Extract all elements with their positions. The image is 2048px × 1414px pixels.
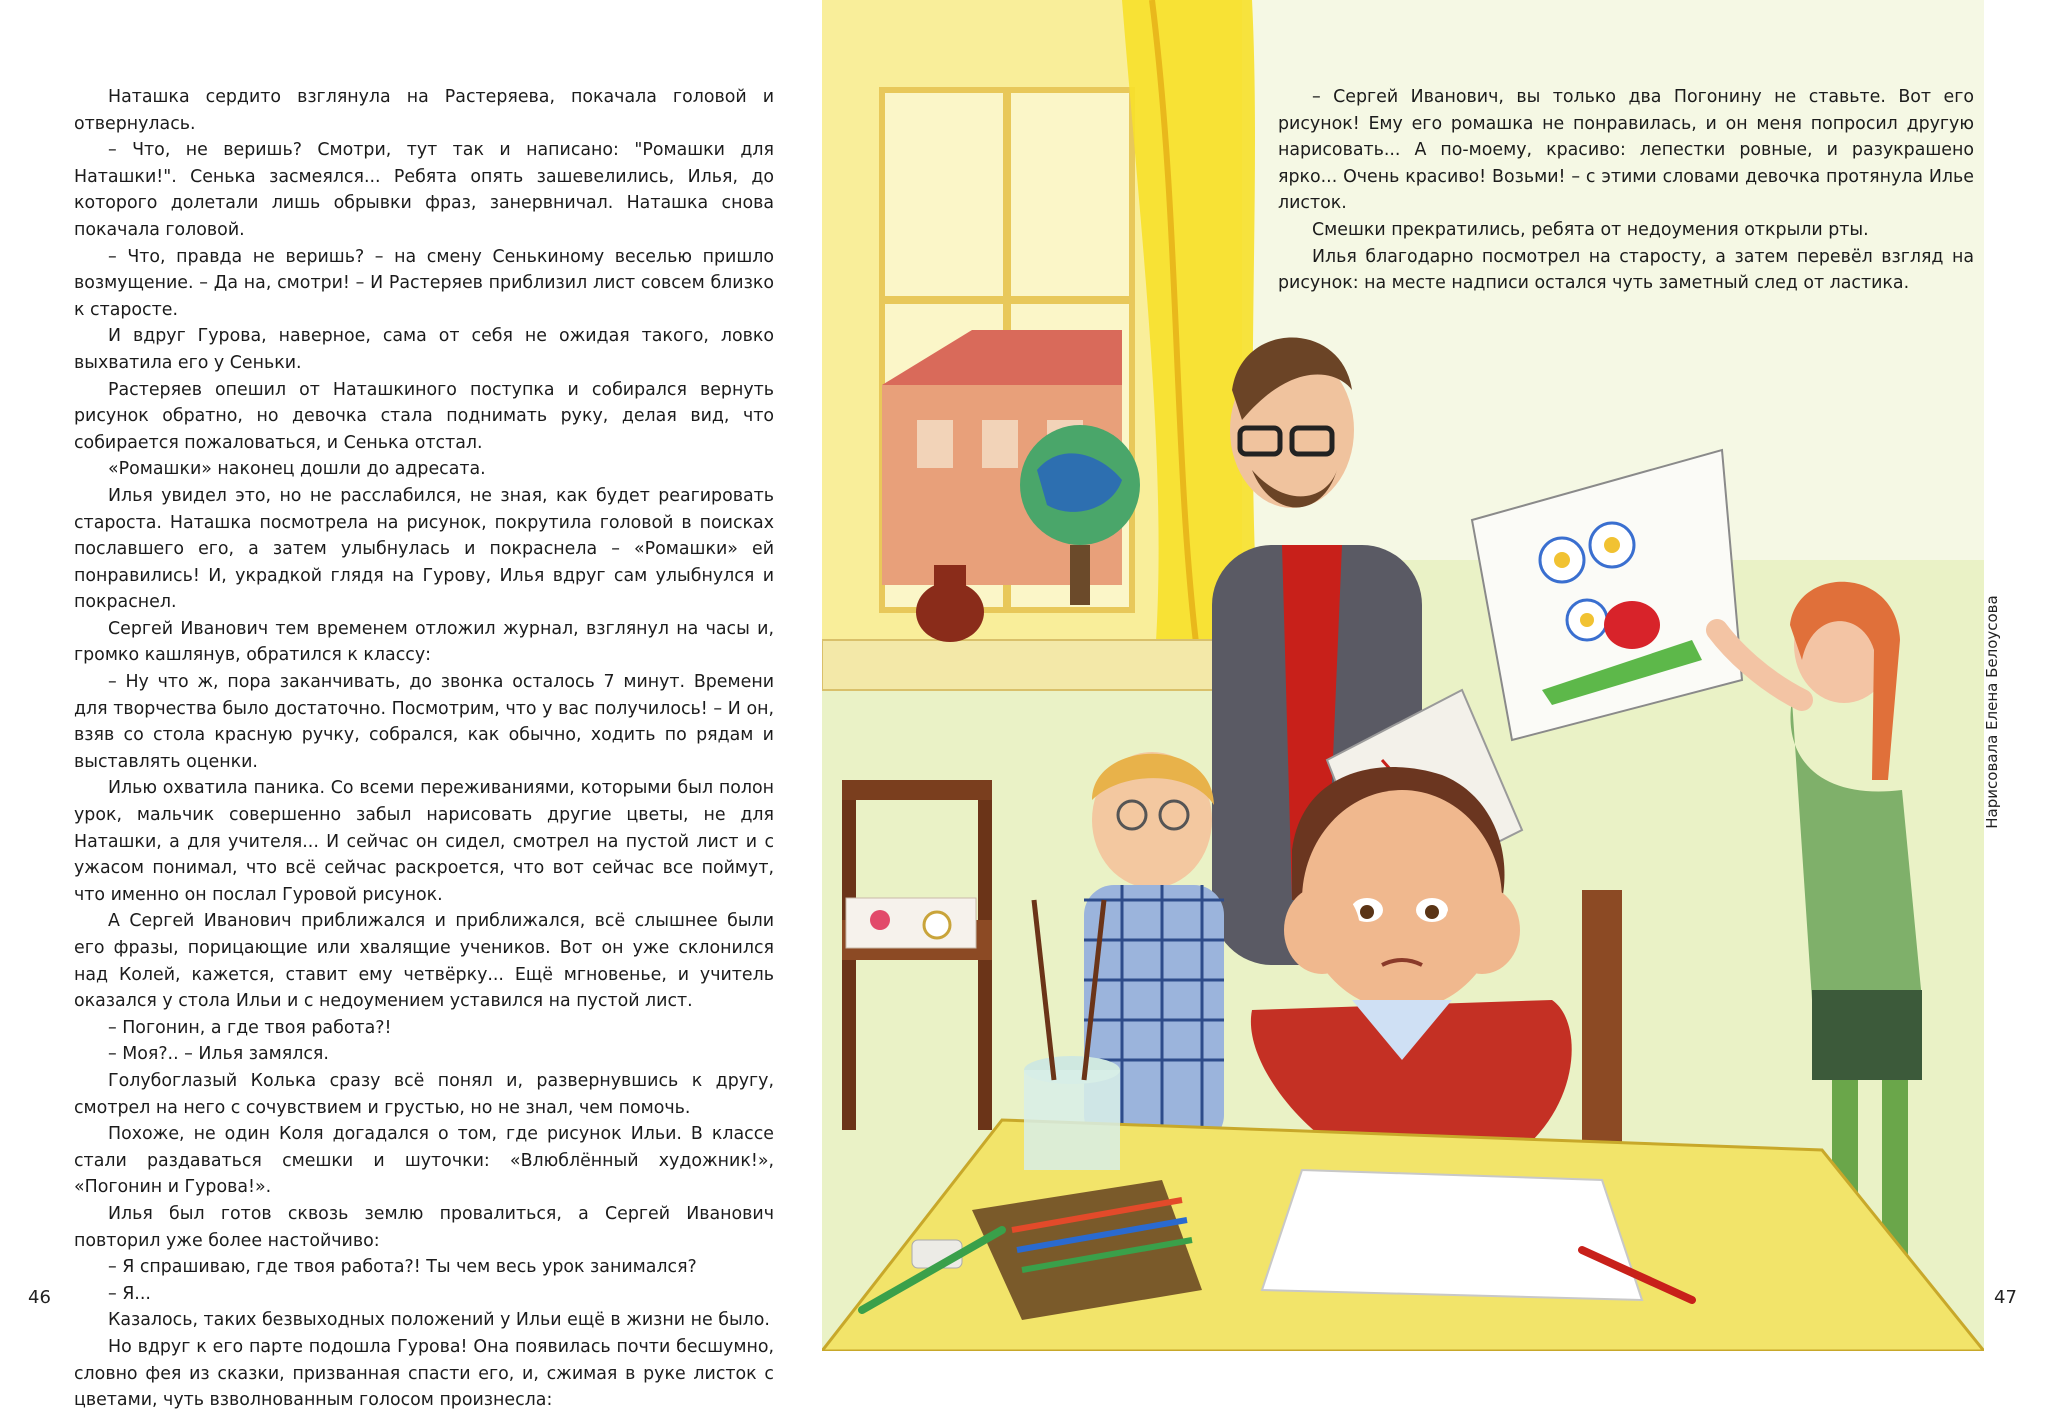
- page-number-left: 46: [28, 1287, 51, 1308]
- paragraph: – Что, правда не веришь? – на смену Сенькиному веселью пришло возмущение. – Да на, смотри! – И Растеряев приблизил лист совсем близко к старосте.: [74, 246, 774, 320]
- illustrator-credit: Нарисовала Елена Белоусова: [1983, 595, 2001, 829]
- paragraph: – Ну что ж, пора заканчивать, до звонка осталось 7 минут. Времени для творчества было достаточно. Посмотрим, что у вас получилось! – И он, взяв со стола красную ручку, собрался, как обычно, ходить по рядам и выставлять оценки.: [74, 672, 774, 772]
- paragraph: «Ромашки» наконец дошли до адресата.: [108, 459, 486, 480]
- paragraph: Растеряев опешил от Наташкиного поступка и собирался вернуть рисунок обратно, но девочка стала поднимать руку, делая вид, что собирается пожаловаться, и Сенька отстал.: [74, 379, 774, 453]
- paragraph: – Погонин, а где твоя работа?!: [108, 1017, 392, 1038]
- paragraph: Илья увидел это, но не расслабился, не зная, как будет реагировать староста. Наташка посмотрела на рисунок, покрутила головой в поисках пославшего его, а затем улыбнулась и покраснела – «Ромашки» ей понравились! И, украдкой глядя на Гурову, Илья вдруг сам улыбнулся и покраснел.: [74, 485, 774, 613]
- paragraph: Похоже, не один Коля догадался о том, где рисунок Ильи. В классе стали раздаваться смешки и шуточки: «Влюблённый художник!», «Погонин и Гурова!».: [74, 1124, 774, 1198]
- paragraph: Наташка сердито взглянула на Растеряева, покачала головой и отвернулась.: [74, 87, 774, 134]
- paragraph: А Сергей Иванович приближался и приближался, всё слышнее были его фразы, порицающие или хвалящие учеников. Вот он уже склонился над Колей, кажется, ставит ему четвёрку... Ещё мгновенье, и учитель оказался у стола Ильи и с недоумением уставился на пустой лист.: [74, 911, 774, 1012]
- left-page-text: [74, 84, 774, 1414]
- paragraph: – Моя?.. – Илья замялся.: [108, 1044, 329, 1065]
- paragraph: – Я...: [108, 1283, 151, 1304]
- paragraph: Казалось, таких безвыходных положений у Ильи ещё в жизни не было.: [108, 1310, 770, 1331]
- paragraph: Смешки прекратились, ребята от недоумения открыли рты.: [1312, 219, 1869, 240]
- paragraph: Илья благодарно посмотрел на старосту, а затем перевёл взгляд на рисунок: на месте надписи остался чуть заметный след от ластика.: [1278, 246, 1974, 294]
- paragraph: – Сергей Иванович, вы только два Погонину не ставьте. Вот его рисунок! Ему его ромашка не понравилась, и он меня попросил другую нарисовать... А по-моему, красиво: лепестки ровные, и разукрашено ярко... Очень красиво! Возьми! – с этими словами девочка протянула Илье листок.: [1278, 87, 1974, 214]
- page-number-right: 47: [1994, 1287, 2017, 1308]
- paragraph: – Что, не веришь? Смотри, тут так и написано: "Ромашки для Наташки!". Сенька засмеялся... Ребята опять зашевелились, Илья, до которого долетали лишь обрывки фраз, занервничал. Наташка снова покачала головой.: [74, 140, 774, 240]
- paragraph: Илья был готов сквозь землю провалиться, а Сергей Иванович повторил уже более настойчиво:: [74, 1203, 774, 1251]
- paragraph: Илью охватила паника. Со всеми переживаниями, которыми был полон урок, мальчик совершенно забыл нарисовать другие цветы, не для Наташки, а для учителя... И сейчас он сидел, смотрел на пустой лист и с ужасом понимал, что всё сейчас раскроется, что вот сейчас все поймут, что именно он послал Гуровой рисунок.: [74, 778, 774, 905]
- paragraph: И вдруг Гурова, наверное, сама от себя не ожидая такого, ловко выхватила его у Сеньки.: [74, 326, 774, 373]
- paragraph: Но вдруг к его парте подошла Гурова! Она появилась почти бесшумно, словно фея из сказки, призванная спасти его, и, сжимая в руке листок с цветами, чуть взволнованным голосом произнесла:: [74, 1336, 774, 1411]
- right-page-text: [1278, 84, 1974, 297]
- paragraph: Голубоглазый Колька сразу всё понял и, развернувшись к другу, смотрел на него с сочувствием и грустью, но не знал, чем помочь.: [74, 1070, 774, 1118]
- paragraph: Сергей Иванович тем временем отложил журнал, взглянул на часы и, громко кашлянув, обратился к классу:: [74, 618, 774, 666]
- paragraph: – Я спрашиваю, где твоя работа?! Ты чем весь урок занимался?: [108, 1257, 697, 1278]
